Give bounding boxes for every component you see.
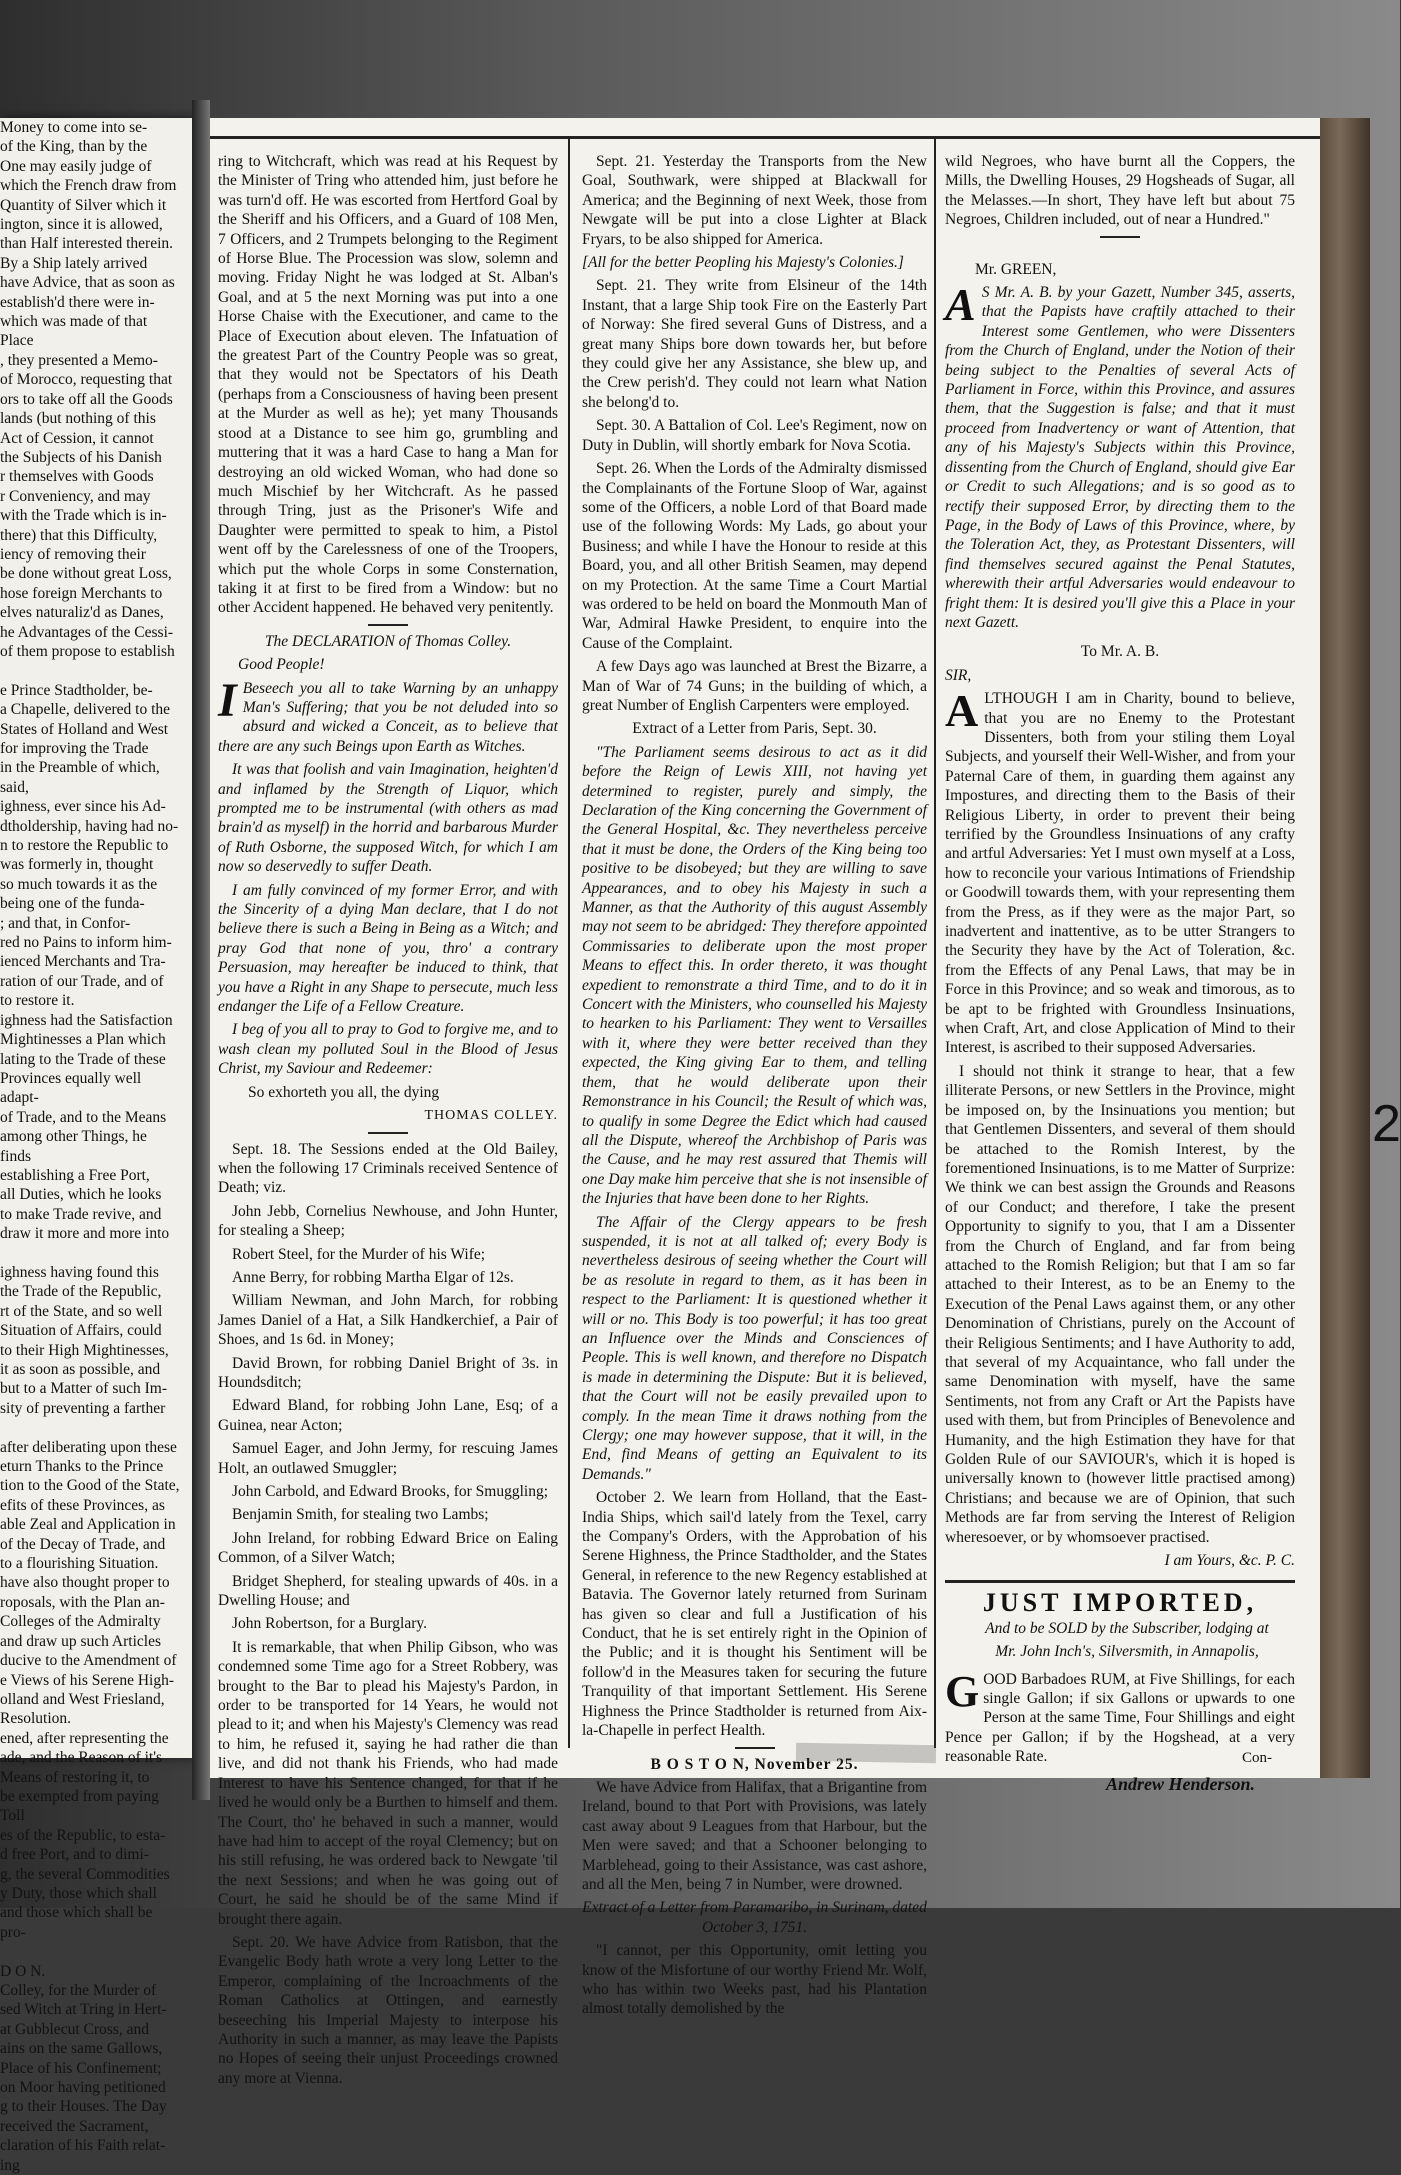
left-page-line	[0, 1942, 180, 1961]
drop-cap: I	[218, 673, 237, 727]
declaration-paragraph: I beg of you all to pray to God to forgive me, and to wash clean my polluted Soul in the Blood of Jesus Christ, my Saviour and Redeemer:	[218, 1021, 558, 1078]
ratisbon-paragraph: Sept. 20. We have Advice from Ratisbon, that the Evangelic Body hath wrote a very long Letter to the Emperor, complaining of the Incroachments of the Roman Catholics at Ottingen, and earnestly beseeching his Imperial Majesty to interpose his Authority in such a manner, as may leave the Papists no Hopes of seeing their unjust Proceedings crowned any more at Vienna.	[218, 1933, 558, 2087]
ad-signature: Andrew Henderson.	[1105, 1773, 1255, 1794]
divider	[368, 624, 408, 626]
left-page-line: all Duties, which he looks	[0, 1186, 162, 1204]
left-page-line: ienced Merchants and Tra-	[0, 953, 166, 971]
left-page-line: the Subjects of his Danish	[0, 448, 162, 466]
editor-letter: S Mr. A. B. by your Gazett, Number 345, asserts, that the Papists have craftily attached to their Interest some Gentlemen, who were Dissenters from the Church of England, under the Notion of their being subject to the Penalties of several Acts of Parliament in Force, within this Province, and assures them, that the Suggestion is false; and that it must proceed from Inadvertency or want of Attention, that any of his Majesty's Subjects within this Province, dissenting from the Church of England, should give Ear or Credit to such Allegations; and is so good as to rectify their supposed Error, by directing them to the Page, in the Body of Laws of this Province, where, by the Toleration Act, they, as Protestant Dissenters, will find themselves secured against the Penal Statutes, wherewith their artful Adversaries would endeavour to fright them: It is desired you'll give this a Place in your next Gazett.	[945, 284, 1295, 631]
left-page-line: have Advice, that as soon as	[0, 274, 175, 292]
divider	[945, 1580, 1295, 1583]
left-page-line: es of the Republic, to esta-	[0, 1826, 166, 1844]
left-page-line: to make Trade revive, and	[0, 1205, 162, 1223]
surinam-letter: "I cannot, per this Opportunity, omit letting you know of the Misfortune of our worthy Friend Mr. Wolf, who has within two Weeks past, had his Plantation almost totally demolished by the	[582, 1942, 927, 2018]
left-page-line: of Trade, and to the Means	[0, 1108, 167, 1126]
left-page-line: ing	[0, 2156, 20, 2174]
left-page-line: olland and West Friesland,	[0, 1690, 165, 1708]
declaration-closing: So exhorteth you all, the dying	[248, 1083, 440, 1101]
colley-execution-text: ring to Witchcraft, which was read at his Request by the Minister of Tring who attended him, just before he was turn'd off. He was escorted from Hertford Goal by the Sheriff and his Officers, and a Guard of 108 Men, 7 Officers, and 2 Trumpets belonging to the Regiment of Horse Blue. The Procession was slow, solemn and moving. Friday Night he was lodged at St. Alban's Goal, and at 5 the next Morning was put into a one Horse Chaise with the Executioner, and came to the Place of Execution about eleven. The Infatuation of the greatest Part of the Country People was so great, that they would not be Spectators of his Death (perhaps from a Consciousness of having been present at the Murder as well as he); yet many Thousands stood at a Distance to see him go, grumbling and muttering that it was a hard Case to hang a Man for destroying an old wicked Woman, who had done so much Mischief by her Witchcraft. As he passed through Tring, just as the Prisoner's Wife and Daughter were permitted to speak to him, a Pistol went off by the Carelessness of one of the Troopers, which put the whole Corps in some Consternation, taking it at first to be fired from a Window: but no other Accident happened. He behaved very penitently.	[218, 153, 558, 617]
left-page-line: of Morocco, requesting that	[0, 371, 173, 389]
left-page-line: ighness having found this	[0, 1263, 159, 1281]
left-page-line: than Half interested therein.	[0, 235, 174, 253]
left-page-line: but to a Matter of such Im-	[0, 1380, 168, 1398]
left-page-line	[0, 1418, 180, 1437]
criminal-entry: Robert Steel, for the Murder of his Wife;	[232, 1245, 486, 1263]
left-page-line: be exempted from paying Toll	[0, 1787, 159, 1825]
left-page-line: ducive to the Amendment of	[0, 1652, 177, 1670]
left-page-line: to restore it.	[0, 992, 75, 1010]
sessions-paragraph: Sept. 18. The Sessions ended at the Old Bailey, when the following 17 Criminals received Sentence of Death; viz.	[218, 1140, 558, 1197]
left-page-line: elves naturaliz'd as Danes,	[0, 604, 164, 622]
left-page-line: for improving the Trade	[0, 740, 149, 757]
left-page-line: at Gubblecut Cross, and	[0, 2020, 149, 2038]
left-page-line: dtholdership, having had no-	[0, 817, 179, 835]
left-page-line: Resolution.	[0, 1710, 72, 1728]
news-paragraph: October 2. We learn from Holland, that the East-India Ships, which sail'd lately from the Texel, carry the Company's Orders, with the Approbation of his Serene Highness, the Prince Stadtholder, and the States General, in reference to the new Regency established at Batavia. The Governor lately returned from Surinam has given so clear and full a Justification of his Conduct, that he is set entirely right in the Opinion of the Public; and it is thought his Sentiment will be follow'd in the Measures taken for securing the future Tranquility of that important Settlement. His Serene Highness the Prince Stadtholder is returned from Aix-la-Chapelle in perfect Health.	[582, 1489, 927, 1740]
left-page-line: lands (but nothing of this	[0, 410, 156, 428]
criminal-entry: William Newman, and John March, for robbing James Daniel of a Hat, a Silk Handkerchief, a Pair of Shoes, and 1s 6d. in Money;	[218, 1292, 558, 1349]
left-page-line: be done without great Loss,	[0, 565, 172, 583]
left-page-line: Mightinesses a Plan which	[0, 1031, 166, 1049]
left-page-line: he Advantages of the Cessi-	[0, 623, 174, 641]
left-page-line: which the French draw from	[0, 177, 177, 195]
left-page-line: One may easily judge of	[0, 157, 152, 175]
left-page-line: roposals, with the Plan an-	[0, 1593, 165, 1611]
left-page-line: ; and that, in Confor-	[0, 914, 131, 932]
left-page-line: have also thought proper to	[0, 1574, 170, 1592]
news-paragraph: Sept. 26. When the Lords of the Admiralty dismissed the Complainants of the Fortune Sloop of War, against some of the Officers, a noble Lord of that Board made use of the following Words: My Lads, go about your Business; and while I have the Honour to reside at this Board, you, and all other British Seamen, may depend on my Protection. At the same Time a Court Martial was ordered to be held on board the Monmouth Man of War, Admiral Hawke President, to enquire into the Cause of the Complaint.	[582, 460, 927, 652]
gibson-paragraph: It is remarkable, that when Philip Gibson, who was condemned some Time ago for a Street Robbery, was brought to the Bar to plead his Majesty's Pardon, in order to be transported for 14 Years, he would not plead to it; and when his Majesty's Clemency was read to him, he refused it, saying he had rather die than live, and did not thank his Friends, who had made Interest to have his Sentence changed, for that if he lived he would only be a Burthen to himself and them. The Court, tho' he behaved in such a manner, would have had him to accept of the royal Clemency; but on his still refusing, he was ordered back to Newgate 'til the next Sessions; and when he was going out of Court, he said he should be of the same Mind if brought there again.	[218, 1638, 558, 1928]
left-page-line: ened, after representing the	[0, 1729, 169, 1747]
news-paragraph: A few Days ago was launched at Brest the Bizarre, a Man of War of 74 Guns; in the building of which, a great Number of English Carpenters were employed.	[582, 658, 927, 714]
left-page-line: able Zeal and Application in	[0, 1516, 176, 1534]
news-paragraph: Sept. 21. Yesterday the Transports from the New Goal, Southwark, were shipped at Blackwall for America; and the Beginning of next Week, those from Newgate will be put into a close Lighter at Black Fryars, to be also shipped for America.	[582, 153, 927, 248]
dateline-boston: B O S T O N, November 25.	[650, 1755, 859, 1773]
left-page-line: of them propose to establish	[0, 642, 175, 660]
page-edge	[1320, 118, 1370, 1778]
left-page-line: g to their Houses. The Day	[0, 2098, 167, 2116]
column-rule	[934, 138, 936, 1748]
left-page-line: By a Ship lately arrived	[0, 254, 148, 272]
left-page-line: said,	[0, 778, 29, 796]
criminal-entry: Edward Bland, for robbing John Lane, Esq; of a Guinea, near Acton;	[218, 1397, 558, 1434]
column-rule	[568, 138, 570, 1748]
left-page-line: e Views of his Serene High-	[0, 1671, 174, 1689]
left-page-line: a Chapelle, delivered to the	[0, 701, 171, 719]
surinam-letter-continued: wild Negroes, who have burnt all the Coppers, the Mills, the Dwelling Houses, 29 Hogsheads of Sugar, all the Melasses.—In short, They have left but about 75 Negroes, Children included, out of near a Hundred."	[945, 153, 1295, 229]
right-page	[210, 118, 1320, 2087]
left-page-line: ade, and the Reason of it's	[0, 1749, 163, 1767]
criminal-entry: John Ireland, for robbing Edward Brice on Ealing Common, of a Silver Watch;	[218, 1529, 558, 1567]
divider	[735, 1747, 775, 1749]
letter-closing: I am Yours, &c. P. C.	[1164, 1552, 1295, 1570]
ink-smudge	[796, 1743, 936, 1763]
left-page-line: to a flourishing Situation.	[0, 1555, 159, 1573]
left-page-line: Provinces equally well adapt-	[0, 1069, 142, 1107]
letter-greeting: Mr. GREEN,	[975, 260, 1057, 278]
left-page-line: ighness had the Satisfaction	[0, 1011, 173, 1029]
letter-heading: Extract of a Letter from Paris, Sept. 30.	[632, 720, 877, 738]
column-1	[218, 152, 558, 2092]
declaration-salutation: Good People!	[238, 656, 325, 674]
left-page-line: ors to take off all the Goods	[0, 390, 173, 408]
left-page-line: being one of the funda-	[0, 895, 145, 913]
left-page-line: Means of restoring it, to	[0, 1768, 150, 1786]
left-page-line: Act of Cession, it cannot	[0, 429, 154, 447]
left-page-line: claration of his Faith relat-	[0, 2137, 166, 2155]
left-page-line: Quantity of Silver which it	[0, 196, 167, 214]
left-page-line: y Duty, those which shall	[0, 1884, 157, 1902]
left-page-line: so much towards it as the	[0, 875, 158, 893]
left-page-line: sity of preventing a farther	[0, 1399, 166, 1417]
left-page-line: Colleges of the Admiralty	[0, 1613, 161, 1631]
dissenter-letter: LTHOUGH I am in Charity, bound to believe, that you are no Enemy to the Protestant Dissenters, both from your stiling them Loyal Subjects, and yourself their Well-Wisher, and from your Paternal Care of them, in guarding them against any Impostures, and directing them to the Basis of their Religious Liberty, in order to prevent their being terrified by the Groundless Insinuations of any crafty and artful Adversaries: Yet I must own myself at a Loss, how to reconcile your various Intimations of Friendship or Goodwill towards them, with your representing them from the Press, as if they were as the major Part, so inadvertent and inattentive, as to be utter Strangers to the Security they have by the Act of Toleration, &c. from the Effects of any Penal Laws, that may be in Force in this Province; and so weak and timorous, as to be apt to be frighted with Groundless Insinuations, when Craft, Art, and close Application of Mind to their Interest, is ascribed to their supposed Adversaries.	[945, 690, 1295, 1057]
criminal-entry: John Robertson, for a Burglary.	[232, 1615, 428, 1633]
left-page-line: Place of his Confinement;	[0, 2059, 162, 2077]
declaration-signature: THOMAS COLLEY.	[424, 1108, 558, 1124]
dissenter-letter: I should not think it strange to hear, that a few illiterate Persons, or new Settlers in the Province, might be imposed on, by the Insinuations you mention; but that Gentlemen Dissenters, and several of them should be attached to the Romish Interest, by the forementioned Insinuations, is to me Matter of Surprize: We think we can best assign the Grounds and Reasons of our Conduct; and therefore, I take the present Opportunity to signify to you, that I am a Dissenter from the Church of England, and far from being attached to the Romish Religion; but that I am so far attached to their Interest, as to be an Enemy to the Execution of the Penal Laws against them, or any other Denomination of Christians, purely on the Account of their Religious Sentiments; and I have Authority to add, that several of my Acquaintance, who fall under the same Denomination with myself, have the same Sentiments, not from any Craft or Art the Papists have used with them, but from Principles of Benevolence and Humanity, and the high Estimation they have for that Golden Rule of our SAVIOUR's, which it is hoped is universally known to (however little practised among) Christians; and because we are of Opinion, that such Methods are far from serving the Interest of Religion wheresoever, or by whomsoever practised.	[945, 1062, 1295, 1546]
left-page-line: was formerly in, thought	[0, 856, 154, 874]
drop-cap: A	[945, 279, 976, 331]
left-page-line: draw it more and more into	[0, 1225, 170, 1243]
left-page-line: Situation of Affairs, could	[0, 1322, 162, 1340]
continued-marker: Con-	[1242, 1750, 1272, 1766]
letter-addressee: To Mr. A. B.	[1080, 643, 1160, 661]
left-page-line: D O N.	[0, 1962, 46, 1980]
left-page-line: the Trade of the Republic,	[0, 1283, 162, 1301]
criminal-entry: John Carbold, and Edward Brooks, for Smuggling;	[232, 1483, 549, 1500]
news-paragraph: Sept. 21. They write from Elsineur of the 14th Instant, that a large Ship took Fire on the Easterly Part of Norway: She fired several Guns of Distress, and a great many Ships bore down towards her, but before they could give her any Assistance, she blew up, and the Crew perish'd. They could not learn what Nation she belong'd to.	[582, 277, 927, 411]
top-rule	[210, 136, 1320, 139]
left-page-line: among other Things, he finds	[0, 1128, 147, 1165]
left-page-line: rt of the State, and so well	[0, 1302, 163, 1320]
drop-cap: G	[945, 1666, 980, 1716]
criminal-entry: John Jebb, Cornelius Newhouse, and John Hunter, for stealing a Sheep;	[218, 1202, 558, 1240]
criminal-entry: Anne Berry, for robbing Martha Elgar of 12s.	[232, 1268, 514, 1286]
column-2	[582, 152, 927, 2023]
divider	[368, 1132, 408, 1134]
criminal-entry: Samuel Eager, and John Jermy, for rescuing James Holt, an outlawed Smuggler;	[218, 1440, 558, 1477]
divider	[1100, 236, 1140, 238]
left-page-line: received the Sacrament,	[0, 2117, 149, 2135]
paris-letter: The Affair of the Clergy appears to be fresh suspended, it is not at all talked of; every Body is nevertheless desirous of seeing whether the Court will be as resolute in regard to them, as it has been in respect to the Parliament: It is questioned whether it will or no. This Body is too powerful; it has too great an Influence over the Minds and Consciences of People. This is well known, and therefore no Dispatch is made in determining the Dispute: But it is believed, that the Court will not be easily prevailed upon to comply. In the mean Time it draws nothing from the Clergy; one may however suppose, that it will, in the End, find Means of getting an Equivalent to its Demands."	[582, 1213, 927, 1483]
ad-body: OOD Barbadoes RUM, at Five Shillings, for each single Gallon; if six Gallons or upwards to one Person at the same Time, Four Shillings and eight Pence per Gallon; if by the Hogshead, at a very reasonable Rate.	[945, 1670, 1295, 1766]
left-page-line: r Conveniency, and may	[0, 487, 151, 505]
news-paragraph: Sept. 30. A Battalion of Col. Lee's Regiment, now on Duty in Dublin, will shortly embark for Nova Scotia.	[582, 417, 927, 454]
left-page-line: ains on the same Gallows,	[0, 2040, 163, 2058]
criminal-entry: David Brown, for robbing Daniel Bright of 3s. in Houndsditch;	[218, 1354, 558, 1391]
left-page-line: it as soon as possible, and	[0, 1361, 161, 1378]
left-page-line: ington, since it is allowed,	[0, 216, 163, 234]
left-page	[0, 118, 192, 2174]
left-page-line: Money to come into se-	[0, 119, 148, 136]
ad-subline: Mr. John Inch's, Silversmith, in Annapolis,	[995, 1643, 1259, 1661]
left-page-line: , they presented a Memo-	[0, 351, 158, 369]
left-page-line: establishing a Free Port,	[0, 1166, 150, 1184]
news-aside: [All for the better Peopling his Majesty's Colonies.]	[582, 254, 904, 272]
left-page-line: iency of removing their	[0, 545, 146, 563]
left-page-line: and draw up such Articles	[0, 1632, 161, 1650]
letter-heading: Extract of a Letter from Paramaribo, in Surinam, dated October 3, 1751.	[582, 1899, 927, 1936]
declaration-title: The DECLARATION of Thomas Colley.	[264, 632, 512, 650]
left-page-line: Colley, for the Murder of	[0, 1982, 157, 1999]
left-page-column	[0, 118, 180, 2175]
left-page-line: lating to the Trade of these	[0, 1050, 166, 1068]
left-page-line: which was made of that Place	[0, 313, 148, 350]
left-page-line: there) that this Difficulty,	[0, 526, 158, 544]
ad-headline: JUST IMPORTED,	[982, 1588, 1258, 1618]
declaration-paragraph: Beseech you all to take Warning by an unhappy Man's Suffering; that you be not deluded into so absurd and wicked a Conceit, as to believe that there are any such Beings upon Earth as Witches.	[218, 679, 558, 755]
criminal-entry: Benjamin Smith, for stealing two Lambs;	[232, 1506, 489, 1524]
left-page-line: efits of these Provinces, as	[0, 1496, 165, 1514]
ad-subline: And to be SOLD by the Subscriber, lodging at	[985, 1619, 1269, 1637]
left-page-line	[0, 661, 180, 680]
left-page-line: ighness, ever since his Ad-	[0, 798, 166, 816]
drop-cap: A	[945, 685, 979, 737]
left-page-line: and those which shall be pro-	[0, 1904, 153, 1941]
left-page-line: on Moor having petitioned	[0, 2079, 166, 2097]
left-page-line: e Prince Stadtholder, be-	[0, 681, 153, 699]
declaration-paragraph: I am fully convinced of my former Error, and with the Sincerity of a dying Man declare, that I do not believe there is such a Being in Being as a Witch; and pray God that none of you, thro' a contrary Persuasion, may hereafter be induced to think, that you have a Right in any Shape to persecute, much less endanger the Life of a Fellow Creature.	[218, 881, 558, 1016]
left-page-line: tion to the Good of the State,	[0, 1477, 180, 1495]
declaration-paragraph: It was that foolish and vain Imagination, heighten'd and inflamed by the Strength of Liquor, which prompted me to be instrumental (with others as mad brain'd as myself) in the horrid and barbarous Murder of Ruth Osborne, the supposed Witch, for which I am now so deservedly to suffer Death.	[218, 761, 558, 876]
left-page-line: sed Witch at Tring in Hert-	[0, 2001, 167, 2019]
criminal-list	[218, 1202, 558, 1634]
left-page-line: establish'd there were in-	[0, 293, 155, 311]
letter-sir: SIR,	[945, 666, 972, 684]
news-paragraph: We have Advice from Halifax, that a Brigantine from Ireland, bound to that Port with Provisions, was lately cast away about 9 Leagues from that Harbour, but the Men were saved; and that a Schooner belonging to Marblehead, going to their Assistance, was cast ashore, and all the Men, being 7 in Number, were drowned.	[582, 1778, 927, 1893]
paris-letter: "The Parliament seems desirous to act as it did before the Reign of Lewis XIII, not having yet determined to register, purely and simply, the Declaration of the King concerning the Government of the General Hospital, &c. They nevertheless perceive that it must be done, the Orders of the King being too positive to be disobeyed; but they are willing to save Appearances, and to obey his Majesty in such a Manner, as that the Authority of this august Assembly may not seem to be abridged: They therefore appointed Commissaries to deliberate upon the most proper Means to effect this. In order thereto, it was thought expedient to remonstrate a third Time, and to do it in Concert with the Ministers, who counselled his Majesty to hearken to his Parliament: They went to Versailles with it, where they were better received than they expected, the King giving Ear to them, and telling them, that he would deliberate upon their Remonstrance in his Council; the Result of which was, to qualify in some Degree the Edict which had caused all the Dispute, whereof the Archbishop of Paris was the Cause, and he may rest assured that Themis will one Day make him perceive that she is not insensible of the Injuries that have been done to her Rights.	[582, 743, 927, 1208]
left-page-line: in the Preamble of which,	[0, 759, 160, 777]
left-page-line: after deliberating upon these	[0, 1438, 177, 1456]
left-page-line: hose foreign Merchants to	[0, 584, 163, 602]
left-page-line: of the Decay of Trade, and	[0, 1535, 166, 1553]
criminal-entry: Bridget Shepherd, for stealing upwards of 40s. in a Dwelling House; and	[218, 1572, 558, 1610]
left-page-line: of the King, than by the	[0, 138, 148, 156]
left-page-line: r themselves with Goods	[0, 468, 154, 486]
left-page-line: d free Port, and to dimi-	[0, 1846, 149, 1864]
left-page-line: red no Pains to inform him-	[0, 934, 172, 952]
left-page-line: States of Holland and West	[0, 720, 169, 738]
left-page-line	[0, 1244, 180, 1263]
column-3	[945, 152, 1295, 1794]
left-page-line: eturn Thanks to the Prince	[0, 1458, 164, 1476]
left-page-line: g, the several Commodities	[0, 1865, 170, 1883]
left-page-line: ration of our Trade, and of	[0, 972, 164, 990]
left-page-line: to their High Mightinesses,	[0, 1341, 169, 1359]
left-page-line: with the Trade which is in-	[0, 507, 167, 525]
left-page-line: n to restore the Republic to	[0, 837, 169, 855]
book-gutter	[192, 100, 210, 1800]
page-number: 2	[1372, 1095, 1401, 1153]
